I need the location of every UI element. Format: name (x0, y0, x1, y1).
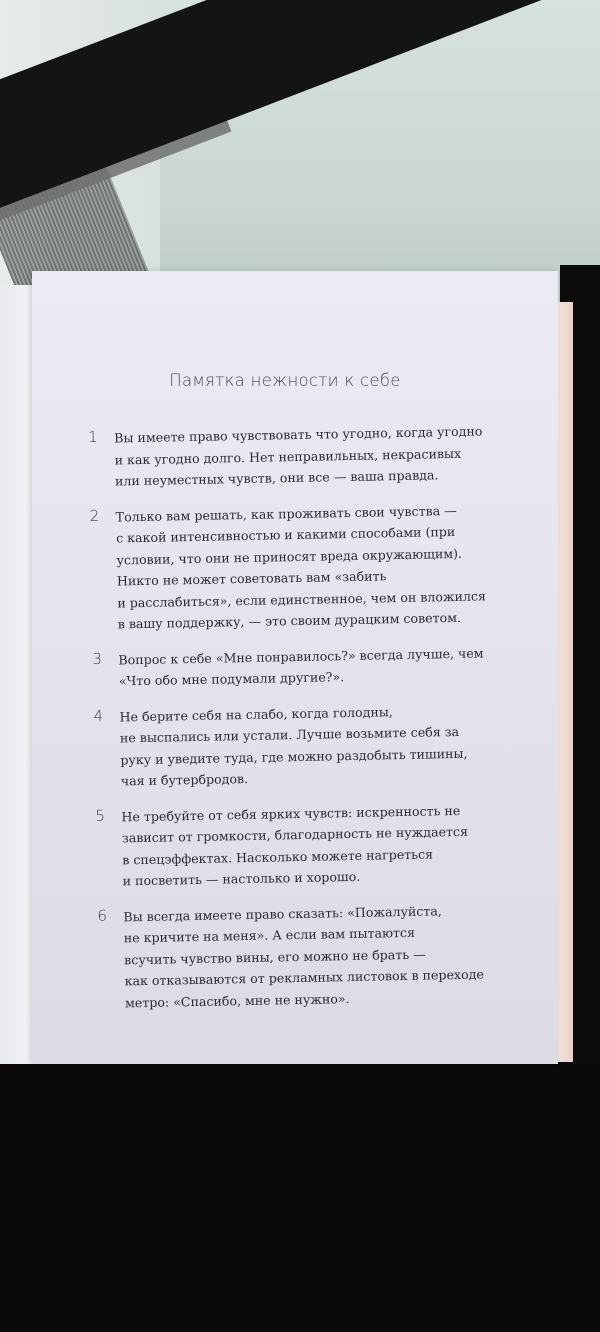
item-text-line: Вы имеете право чувствовать что угодно, когда угодно (114, 423, 483, 446)
list-item-2 (90, 498, 512, 635)
list-item-4 (93, 698, 515, 792)
book-page (32, 271, 558, 1064)
item-text-line: Не требуйте от себя ярких чувств: искренность не (121, 802, 461, 824)
item-text-line: и расслабиться», если единственное, чем он вложился (117, 587, 487, 610)
list-item-3 (92, 641, 513, 692)
item-text-line: всучить чувство вины, его можно не брать — (124, 946, 426, 967)
item-text-line: не кричите на меня». А если вам пытаются (123, 924, 416, 946)
background-dark-bottom (0, 1064, 600, 1332)
item-text-line: как отказываются от рекламных листовок в переходе (124, 966, 484, 989)
item-text-line: или неуместных чувств, они все — ваша правда. (114, 467, 439, 489)
item-text-line: зависит от громкости, благодарность не нуждается (121, 823, 469, 846)
item-text-line: чая и бутербродов. (120, 770, 249, 789)
item-text-line: условии, что они не приносят вреда окружающим). (116, 545, 463, 567)
item-number: 4 (93, 706, 104, 725)
item-number: 6 (97, 906, 108, 925)
item-text-line: Никто не может советовать вам «забить (116, 568, 387, 589)
item-number: 3 (92, 649, 103, 668)
item-number: 2 (89, 506, 100, 525)
item-text-line: Вопрос к себе «Мне понравилось?» всегда лучше, чем (118, 644, 484, 667)
item-text-line: метро: «Спасибо, мне не нужно». (124, 990, 350, 1010)
item-text-line: и посветить — настолько и хорошо. (122, 868, 361, 889)
item-text-line: в вашу поддержку, — это своим дурацким советом. (117, 609, 462, 632)
item-number: 5 (95, 806, 106, 825)
item-text-line: и как угодно долго. Нет неправильных, некрасивых (114, 445, 462, 467)
item-number: 1 (88, 427, 98, 446)
list-item-1 (88, 420, 509, 493)
item-text-line: Вы всегда имеете право сказать: «Пожалуйста, (123, 902, 442, 924)
item-text-line: не выспались или устали. Лучше возьмите себя за (119, 723, 460, 746)
item-text-line: «Что обо мне подумали другие?». (118, 669, 345, 689)
numbered-list (88, 420, 519, 1028)
item-text-line: Не берите себя на слабо, когда голодны, (119, 703, 393, 724)
book-page-edges (557, 302, 573, 1062)
list-item-6 (97, 898, 519, 1014)
item-text-line: руку и уведите туда, где можно раздобыть тишины, (120, 745, 468, 767)
item-text-line: в спецэффектах. Насколько можете нагреться (122, 845, 434, 867)
list-item-5 (95, 798, 517, 892)
item-text-line: Только вам решать, как проживать свои чувства — (115, 502, 457, 524)
item-text-line: с какой интенсивностью и какими способами (при (115, 523, 456, 546)
page-title: Памятка нежности к себе (169, 371, 401, 390)
